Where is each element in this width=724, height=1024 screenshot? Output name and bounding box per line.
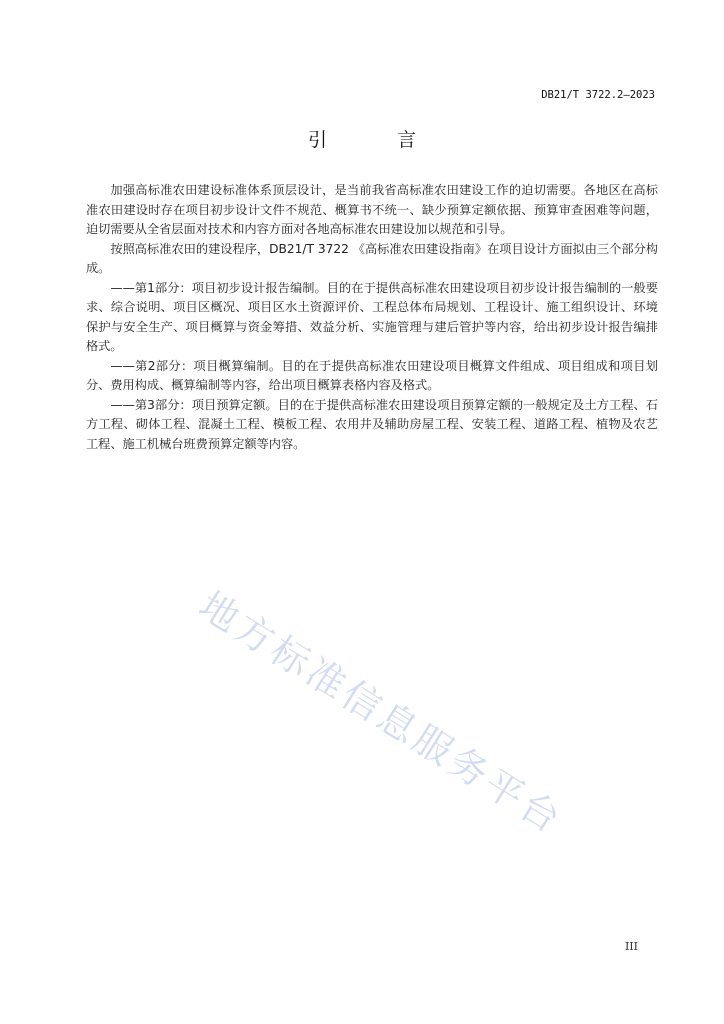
paragraph: ——第1部分：项目初步设计报告编制。目的在于提供高标准农田建设项目初步设计报告编制的一般要求、综合说明、项目区概况、项目区水土资源评价、工程总体布局规划、工程设计、施工组织设计、环境保护与安全生产、项目概算与资金筹措、效益分析、实施管理与建后管护等内容，给出初步设计报告编排格式。 <box>86 280 658 353</box>
paragraph: ——第2部分：项目概算编制。目的在于提供高标准农田建设项目概算文件组成、项目组成和项目划分、费用构成、概算编制等内容，给出项目概算表格内容及格式。 <box>86 358 658 392</box>
standard-number: DB21/T 3722.2—2023 <box>541 89 655 101</box>
paragraph: 按照高标准农田的建设程序，DB21/T 3722 《高标准农田建设指南》在项目设计方面拟由三个部分构成。 <box>86 241 658 275</box>
document-body <box>86 181 658 454</box>
watermark: 地方标准信息服务平台 <box>191 583 571 843</box>
paragraph: 加强高标准农田建设标准体系顶层设计，是当前我省高标准农田建设工作的迫切需要。各地区在高标准农田建设时存在项目初步设计文件不规范、概算书不统一、缺少预算定额依据、预算审查困难等问题，迫切需要从全省层面对技术和内容方面对各地高标准农田建设加以规范和引导。 <box>86 183 658 236</box>
page-title: 引 言 <box>307 129 449 151</box>
page-number: III <box>624 940 638 953</box>
paragraph: ——第3部分：项目预算定额。目的在于提供高标准农田建设项目预算定额的一般规定及土方工程、石方工程、砌体工程、混凝土工程、模板工程、农用井及辅助房屋工程、安装工程、道路工程、植物及农艺工程、施工机械台班费预算定额等内容。 <box>86 397 658 451</box>
